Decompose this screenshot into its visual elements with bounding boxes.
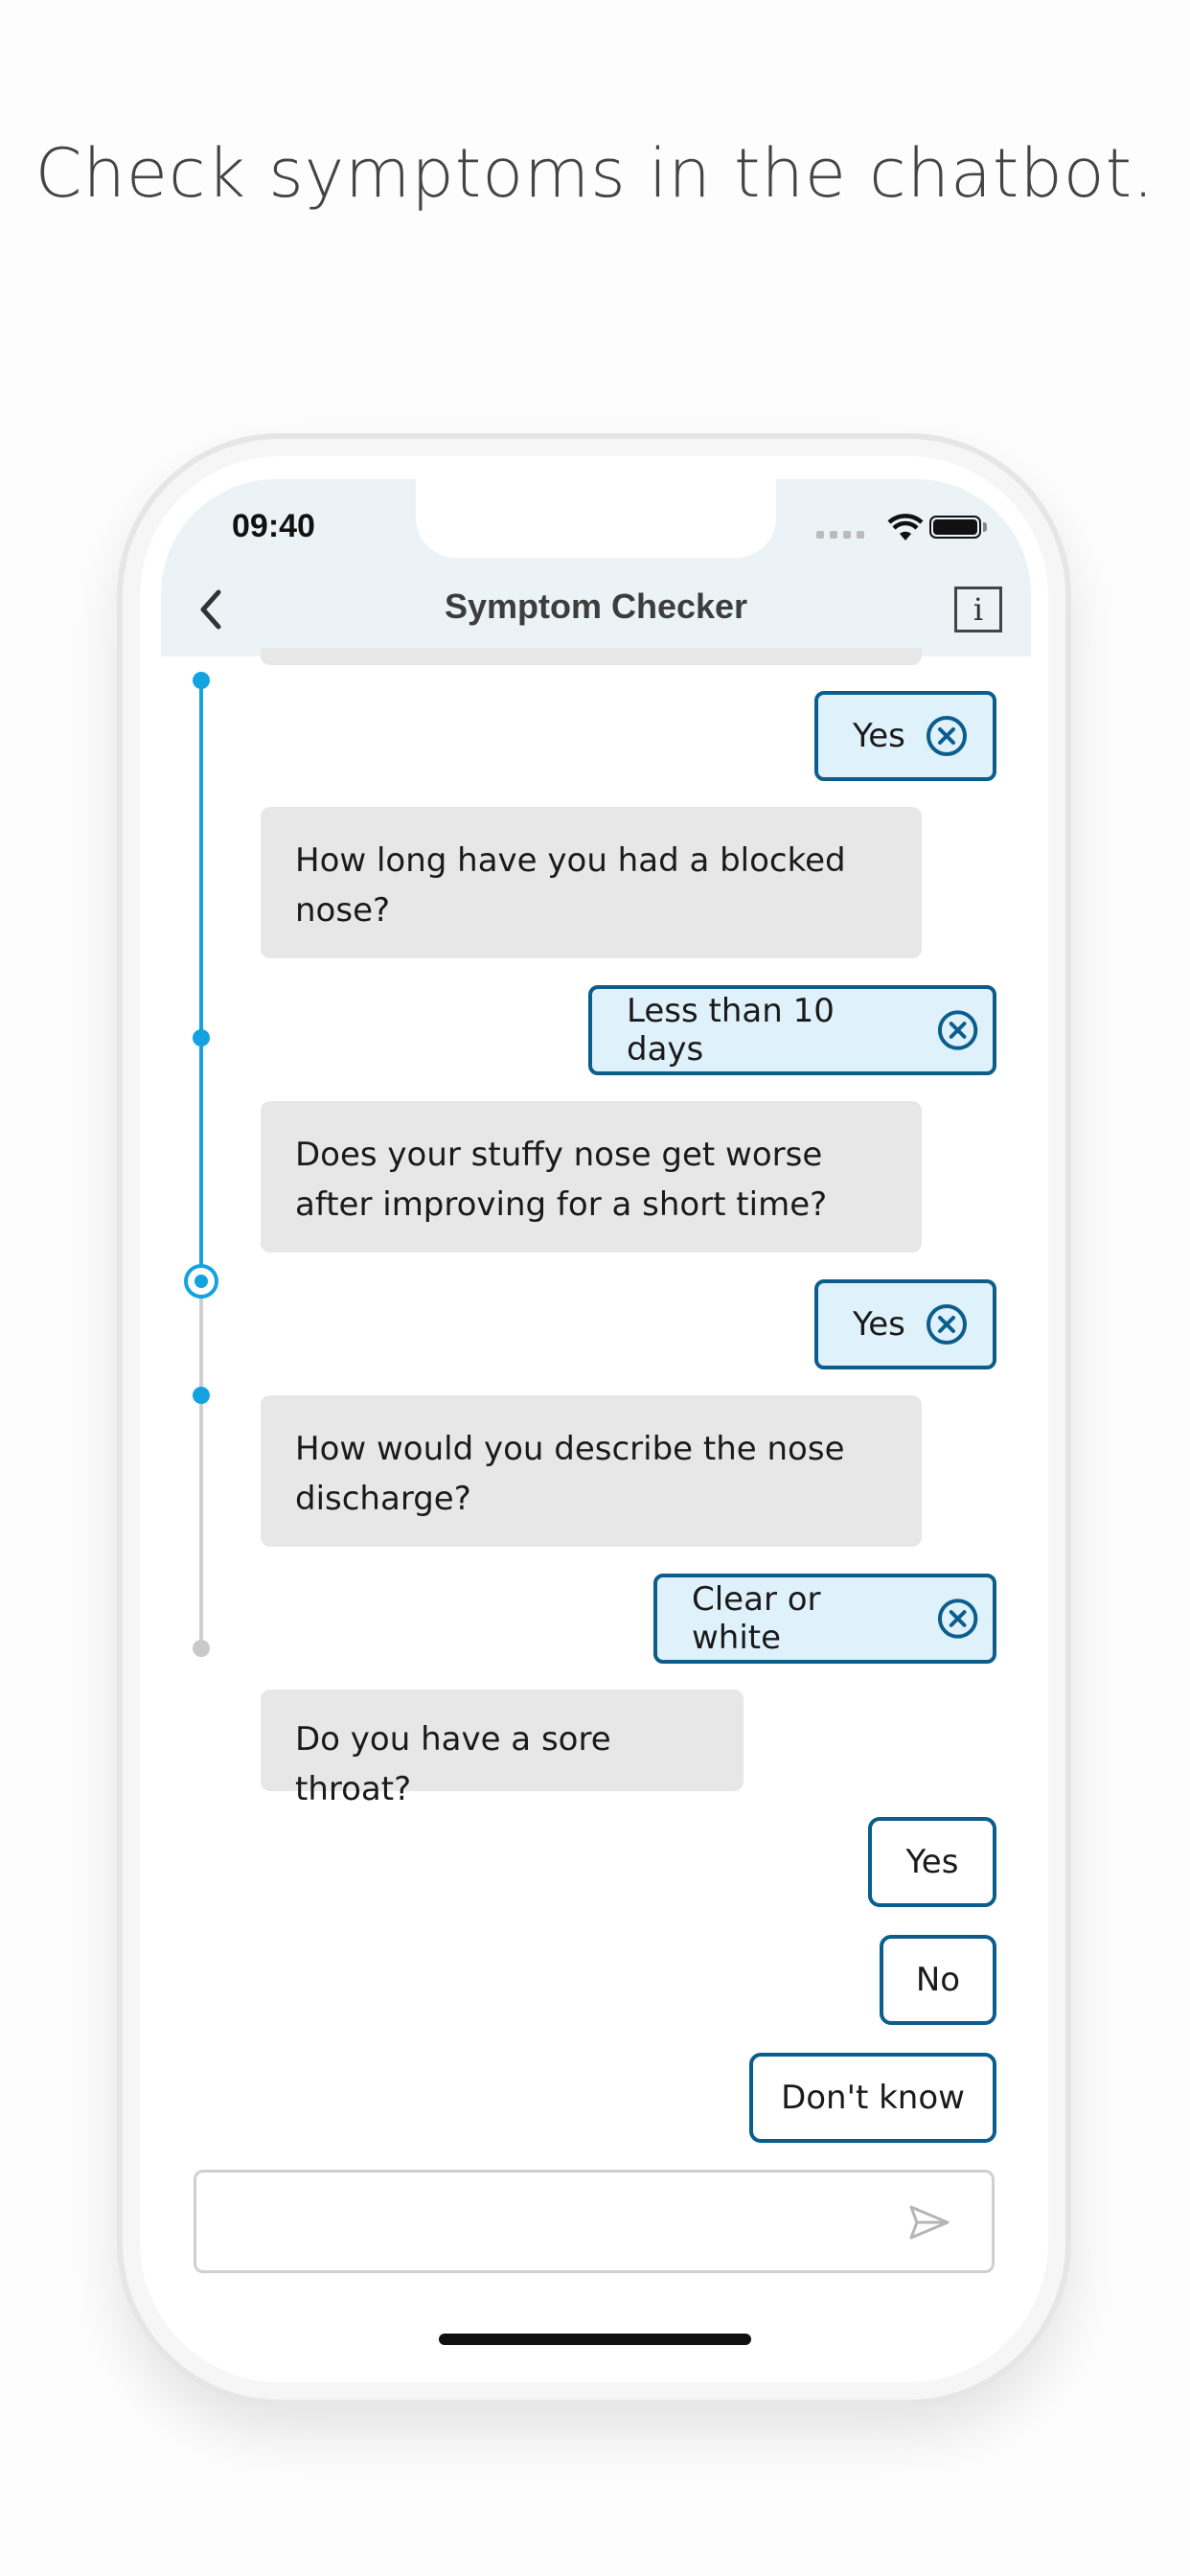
option-yes-button[interactable]: Yes [868, 1817, 996, 1907]
answer-text: Yes [853, 1305, 905, 1344]
close-circle-icon[interactable] [936, 1008, 979, 1052]
progress-current-dot [184, 1264, 218, 1299]
progress-line-completed [199, 680, 203, 1279]
status-icons [816, 514, 989, 542]
progress-dot [193, 672, 210, 689]
signal-icon [816, 531, 864, 539]
answer-chip[interactable] [814, 1279, 996, 1369]
answer-text: Less than 10 days [627, 992, 835, 1069]
app-screen [161, 479, 1031, 2369]
progress-end-dot [193, 1640, 210, 1657]
close-circle-icon[interactable] [936, 1597, 979, 1641]
question-bubble: Does your stuffy nose get worse after improving for a short time? [261, 1101, 922, 1253]
answer-chip[interactable] [653, 1574, 996, 1664]
battery-tip [983, 522, 987, 532]
promo-headline: Check symptoms in the chatbot. [34, 134, 1156, 213]
answer-chip[interactable] [588, 985, 996, 1075]
send-icon[interactable] [907, 2201, 951, 2243]
battery-icon [929, 516, 981, 539]
header-bar [161, 479, 1031, 656]
home-indicator [439, 2334, 751, 2345]
answer-text: Clear or white [692, 1580, 821, 1657]
info-icon[interactable]: i [954, 586, 1002, 632]
question-bubble: Do you have a sore throat? [261, 1690, 744, 1791]
question-bubble: How long have you had a blocked nose? [261, 807, 922, 958]
status-time: 09:40 [232, 508, 315, 544]
progress-line-remaining [199, 1279, 203, 1648]
progress-dot [193, 1029, 210, 1046]
option-no-button[interactable]: No [880, 1935, 996, 2025]
message-input[interactable] [194, 2170, 995, 2273]
answer-chip[interactable] [814, 691, 996, 781]
progress-dot [193, 1387, 210, 1404]
page-title: Symptom Checker [444, 586, 748, 626]
previous-question-bubble [261, 648, 922, 665]
close-circle-icon[interactable] [925, 1302, 969, 1346]
device-notch [416, 479, 776, 558]
wifi-icon [887, 514, 924, 542]
close-circle-icon[interactable] [925, 714, 969, 758]
answer-text: Yes [853, 717, 905, 755]
option-dont-know-button[interactable]: Don't know [749, 2053, 996, 2143]
question-bubble: How would you describe the nose discharge? [261, 1395, 922, 1547]
